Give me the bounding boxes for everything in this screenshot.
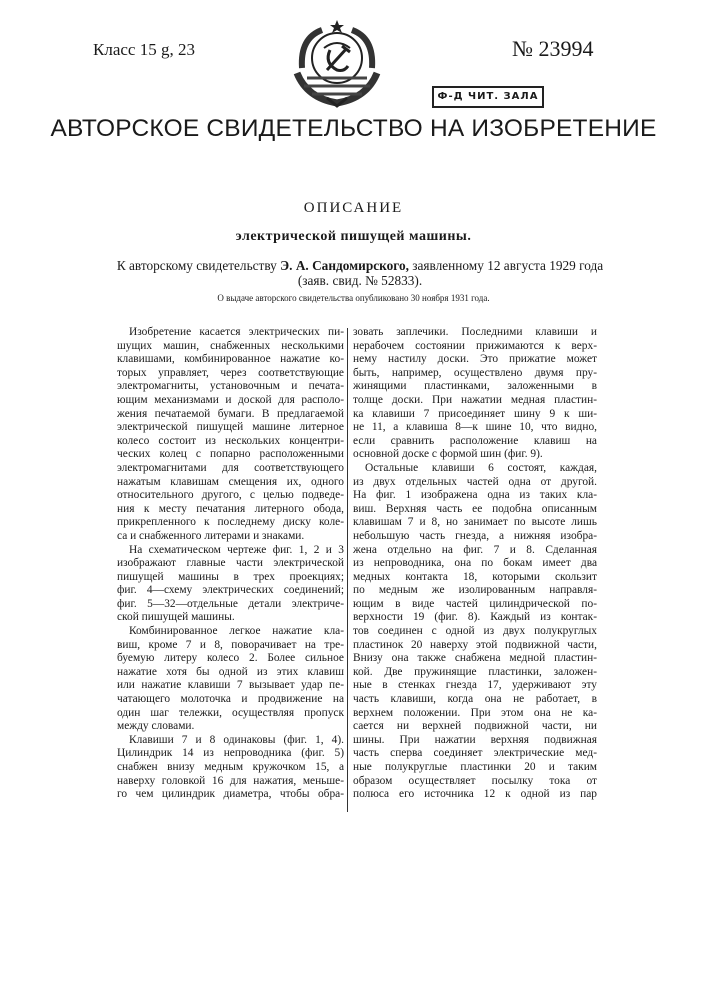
text-line: часть клавиши, когда она не работает, в: [353, 693, 597, 707]
text-column-right: [353, 326, 597, 802]
text-line: толще доски. При нажатии медная пластин-: [353, 394, 597, 408]
text-line: ческих колец с попарно расположенными: [117, 448, 344, 462]
text-line: жена отдельно на фиг. 7 и 8. Сделанная: [353, 544, 597, 558]
text-line: Внизу она также снабжена медной пластин-: [353, 652, 597, 666]
text-line: клавишам 7 и 8, но занимает по высоте лишь: [353, 516, 597, 530]
paragraph: [117, 544, 344, 626]
text-line: образом осуществляет посылку тока от: [353, 775, 597, 789]
library-stamp: Ф-Д ЧИТ. ЗАЛА: [432, 86, 544, 108]
paragraph: [353, 326, 597, 462]
text-line: или нажатие клавиши 7 вызывает удар пе-: [117, 679, 344, 693]
text-line: нажатие хотя бы одной из этих клавиш: [117, 666, 344, 680]
text-line: быть, например, осуществлено двумя пру-: [353, 367, 597, 381]
cert-prefix: К авторскому свидетельству: [117, 258, 277, 273]
text-line: жинящими пластинками, заложенными в: [353, 380, 597, 394]
text-line: ные полукруглые пластинки 20 и таким: [353, 761, 597, 775]
text-line: снабжен внизу медным кружочком 15, а: [117, 761, 344, 775]
text-line: ющим механизмами и доской для располо-: [117, 394, 344, 408]
text-line: нерабочем состоянии прижимаются к верх-: [353, 340, 597, 354]
author-name: Э. А. Сандомирского,: [280, 258, 409, 273]
text-line: не 11, а клавиша 8—к шине 10, что видно,: [353, 421, 597, 435]
text-line: если сравнить расположение клавиш на: [353, 435, 597, 449]
column-divider: [347, 328, 348, 812]
publication-note: О выдаче авторского свидетельства опубликовано 30 ноября 1931 года.: [0, 293, 707, 303]
text-line: виш, кроме 7 и 8, поворачивает на тре-: [117, 639, 344, 653]
section-heading: ОПИСАНИЕ: [0, 200, 707, 217]
text-line: между словами.: [117, 720, 344, 734]
application-number: (заяв. свид. № 52833).: [298, 273, 422, 288]
text-line: электромагниты, установочным и печата-: [117, 380, 344, 394]
text-line: ющим в виде частей цилиндрической по-: [353, 598, 597, 612]
text-line: относительного другого, с целью подведе-: [117, 489, 344, 503]
text-line: из непроводника, она по бокам имеет два: [353, 557, 597, 571]
text-line: шущих машин, снабженных несколькими: [117, 340, 344, 354]
paragraph: [117, 625, 344, 734]
text-line: торых управляет, через соответствующие: [117, 367, 344, 381]
text-line: ния к месту печатания литерного обода,: [117, 503, 344, 517]
text-line: зовать заплечики. Последними клавиши и: [353, 326, 597, 340]
text-line: изображают главные части электрической: [117, 557, 344, 571]
text-line: из двух отдельных частей одна от другой.: [353, 476, 597, 490]
text-line: жения печатаемой бумаги. В предлагаемой: [117, 408, 344, 422]
text-line: чатающего молоточка и продвижение на: [117, 693, 344, 707]
text-line: медных контакта 18, которыми скользит: [353, 571, 597, 585]
text-line: Комбинированное легкое нажатие кла-: [117, 625, 344, 639]
text-line: электрической пишущей машине литерное: [117, 421, 344, 435]
text-line: колесо состоит из нескольких концентри-: [117, 435, 344, 449]
text-line: прикрепленного к последнему диску коле-: [117, 516, 344, 530]
paragraph: [353, 462, 597, 802]
text-line: са и снабженного литерами и знаками.: [117, 530, 344, 544]
text-line: часть сперва соединяет электрические мед-: [353, 747, 597, 761]
text-line: Клавиши 7 и 8 одинаковы (фиг. 1, 4).: [117, 734, 344, 748]
invention-title: электрической пишущей машины.: [0, 229, 707, 245]
text-line: небольшую часть гнезда, а нижняя изобра-: [353, 530, 597, 544]
text-line: нажатым клавишам смещения их, одного: [117, 476, 344, 490]
text-line: сается ни верхней подвижной части, ни: [353, 720, 597, 734]
text-line: клавишами, комбинированное нажатие ко-: [117, 353, 344, 367]
text-line: верхности 19 (фиг. 8). Каждый из контак-: [353, 611, 597, 625]
text-column-left: [117, 326, 344, 802]
text-line: Цилиндрик 14 из непроводника (фиг. 5): [117, 747, 344, 761]
text-line: буемую литеру колесо 2. Более сильное: [117, 652, 344, 666]
text-line: электромагнитами для соответствующего: [117, 462, 344, 476]
text-line: тов соединен с одной из двух полукруглых: [353, 625, 597, 639]
text-line: пишущей машины в трех проекциях;: [117, 571, 344, 585]
text-line: Остальные клавиши 6 состоят, каждая,: [353, 462, 597, 476]
document-title: АВТОРСКОЕ СВИДЕТЕЛЬСТВО НА ИЗОБРЕТЕНИЕ: [0, 115, 707, 143]
text-line: ской пишущей машины.: [117, 611, 344, 625]
text-line: фиг. 4—схему электрических соединений;: [117, 584, 344, 598]
text-line: фиг. 5—32—отдельные детали электриче-: [117, 598, 344, 612]
text-line: по медным же изолированным направля-: [353, 584, 597, 598]
text-line: пластинок 20 наверху этой подвижной части,: [353, 639, 597, 653]
text-line: На схематическом чертеже фиг. 1, 2 и 3: [117, 544, 344, 558]
ussr-emblem-icon: [282, 18, 392, 108]
text-line: Изобретение касается электрических пи-: [117, 326, 344, 340]
cert-suffix: заявленному 12 августа 1929 года: [412, 258, 603, 273]
text-line: один шаг тележки, осуществляя пропуск: [117, 707, 344, 721]
certificate-info: [95, 258, 625, 288]
text-line: полюса его источника 12 к одной из пар: [353, 788, 597, 802]
text-line: основной доске с формой шин (фиг. 9).: [353, 448, 597, 462]
patent-number: № 23994: [512, 36, 594, 62]
text-line: верхнем положении. При этом она не ка-: [353, 707, 597, 721]
text-line: наверху головкой 16 для нажатия, меньше-: [117, 775, 344, 789]
text-line: ка клавиши 7 присоединяет шину 9 к ши-: [353, 408, 597, 422]
paragraph: [117, 326, 344, 544]
text-line: го чем цилиндрик диаметра, чтобы обра-: [117, 788, 344, 802]
text-line: кой. Две пружинящие пластинки, заложен-: [353, 666, 597, 680]
paragraph: [117, 734, 344, 802]
text-line: виш. Верхняя часть ее подобна описанным: [353, 503, 597, 517]
text-line: шины. При нажатии верхняя подвижная: [353, 734, 597, 748]
class-label: Класс 15 g, 23: [93, 40, 195, 60]
text-line: На фиг. 1 изображена одна из таких кла-: [353, 489, 597, 503]
text-line: нему настилу доски. Это прижатие может: [353, 353, 597, 367]
text-line: ные в стенках гнезда 17, удерживают эту: [353, 679, 597, 693]
